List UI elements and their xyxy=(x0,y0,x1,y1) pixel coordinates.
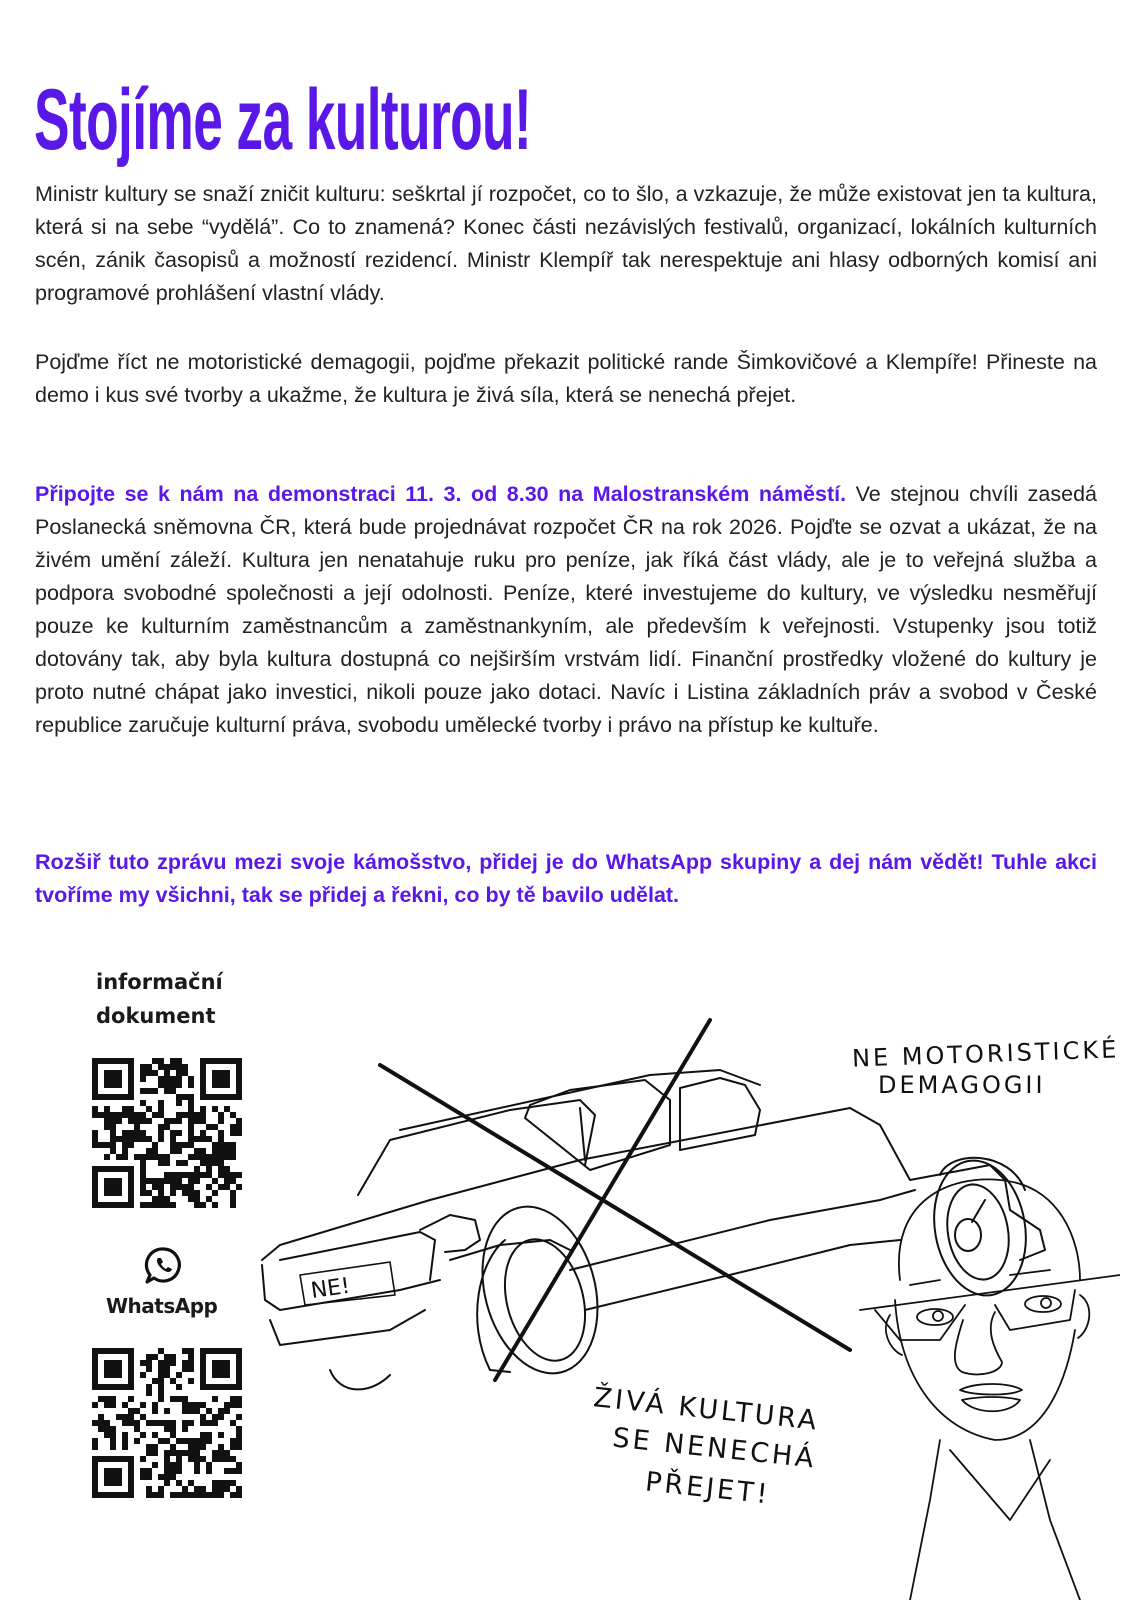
paragraph-demonstration xyxy=(35,478,1097,742)
whatsapp-icon xyxy=(143,1245,185,1287)
cross-out-x xyxy=(380,1020,850,1380)
page-title: Stojíme za kulturou! xyxy=(34,72,532,168)
info-document-label xyxy=(96,965,223,1033)
caption-no-demagogy-line1: NE MOTORISTICKÉ xyxy=(851,1035,1120,1073)
portrait-drawing xyxy=(860,1179,1120,1600)
paragraph-intro: Ministr kultury se snaží zničit kulturu: seškrtal jí rozpočet, co to šlo, a vzkazuje, že může existovat jen ta kultura, která si na sebe “vydělá”. Co to znamená? Konec části nezávislých festivalů, organizací, lokálních kulturních scén, zánik časopisů a možností rezidencí. Ministr Klempíř tak nerespektuje ani hlasy odborných komisí ani programové prohlášení vlastní vlády. xyxy=(35,182,1097,305)
info-document-qr-code[interactable] xyxy=(92,1058,242,1208)
paragraph-call: Pojďme říct ne motoristické demagogii, pojďme překazit politické rande Šimkovičové a Klempíře! Přineste na demo i kus své tvorby a ukažme, že kultura je živá síla, která se nenechá přejet. xyxy=(35,350,1097,407)
caption-living-culture-line3: PŘEJET! xyxy=(643,1466,772,1511)
caption-no-demagogy-line2: DEMAGOGII xyxy=(878,1071,1046,1099)
qr-modules xyxy=(92,1058,242,1208)
demonstration-details: Ve stejnou chvíli zasedá Poslanecká sněmovna ČR, která bude projednávat rozpočet ČR na rok 2026. Pojďte se ozvat a ukázat, že na živém umění záleží. Kultura jen nenatahuje ruku pro peníze, jak říká část vlády, ale je to veřejná služba a podpora svobodné společnosti a její odolnosti. Peníze, které investujeme do kultury, ve výsledku nesměřují pouze ke kulturním zaměstnancům a zaměstnankyním, ale především k veřejnosti. Vstupenky jsou totiž dotovány tak, aby byla kultura dostupná co nejširším vrstvám lidí. Finanční prostředky vložené do kultury je proto nutné chápat jako investici, nikoli pouze jako dotaci. Navíc i Listina základních práv a svobod v České republice zaručuje kulturní práva, svobodu umělecké tvorby i právo na přístup ke kultuře. xyxy=(35,482,1097,737)
plate-text: NE! xyxy=(309,1273,352,1304)
whatsapp-label: WhatsApp xyxy=(106,1294,218,1318)
whatsapp-qr-code[interactable] xyxy=(92,1348,242,1498)
caption-living-culture-line1: ŽIVÁ KULTURA xyxy=(592,1382,821,1437)
paragraph-share: Rozšiř tuto zprávu mezi svoje kámošstvo, přidej je do WhatsApp skupiny a dej nám vědět! Tuhle akci tvoříme my všichni, tak se přidej a řekni, co by tě bavilo udělat. xyxy=(35,850,1097,907)
caption-living-culture-line2: SE NENECHÁ xyxy=(610,1422,819,1475)
info-label-line2: dokument xyxy=(96,1004,216,1028)
qr-modules xyxy=(92,1348,242,1498)
demonstration-highlight: Připojte se k nám na demonstraci 11. 3. od 8.30 na Malostranském náměstí. xyxy=(35,482,847,506)
info-label-line1: informační xyxy=(96,970,223,994)
